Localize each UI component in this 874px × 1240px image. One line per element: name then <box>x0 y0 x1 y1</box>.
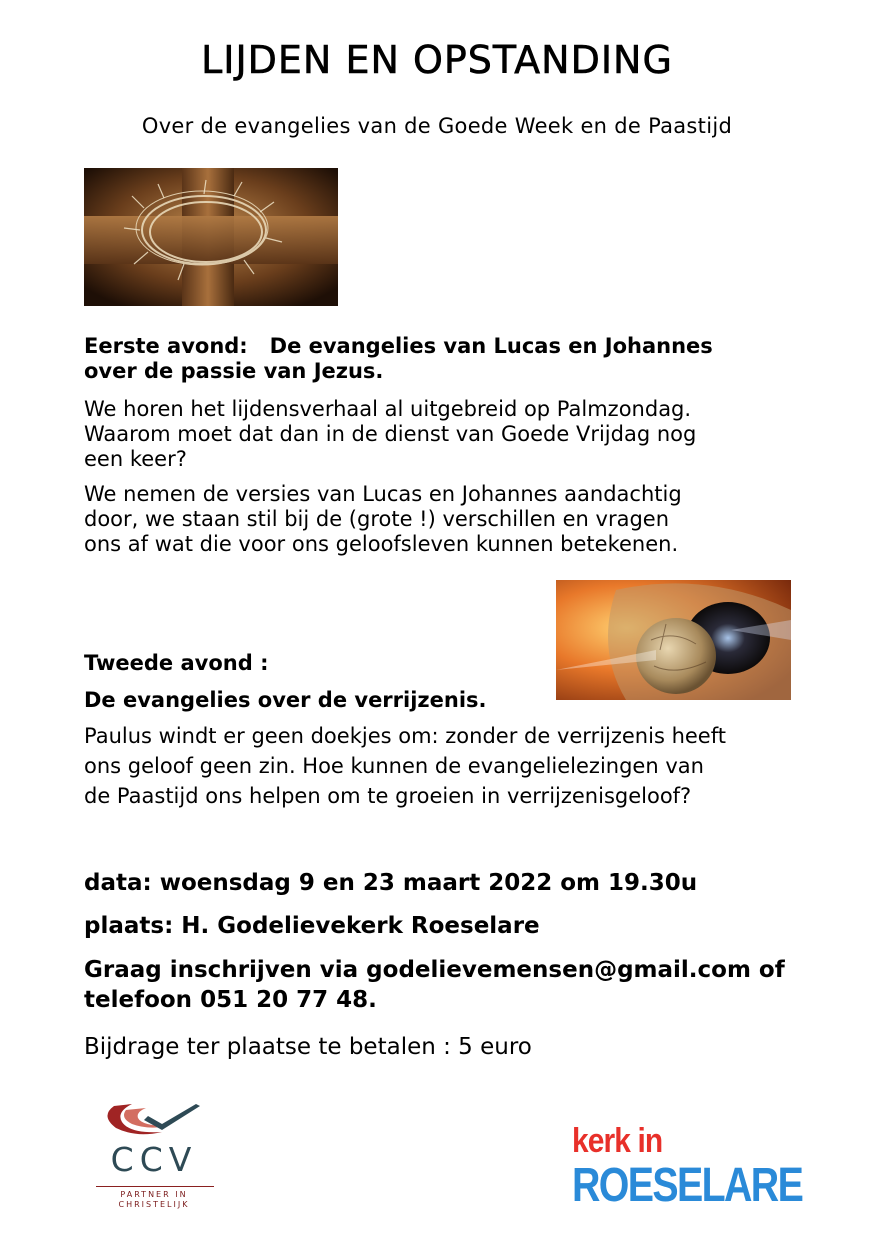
ccv-tagline-line1: PARTNER IN <box>120 1190 188 1199</box>
text-line: We nemen de versies van Lucas en Johannes aandachtig <box>84 482 682 506</box>
text-line: Waarom moet dat dan in de dienst van Goede Vrijdag nog <box>84 422 697 446</box>
cross-crown-of-thorns-image <box>84 168 338 306</box>
ccv-divider <box>96 1186 214 1187</box>
ccv-tagline <box>92 1190 216 1210</box>
text-line: door, we staan stil bij de (grote !) verschillen en vragen <box>84 507 670 531</box>
ccv-swoosh-icon <box>92 1100 216 1142</box>
page-subtitle: Over de evangelies van de Goede Week en de Paastijd <box>141 114 733 138</box>
ccv-name: CCV <box>110 1140 198 1179</box>
text-line: ons af wat die voor ons geloofsleven kunnen betekenen. <box>84 532 679 556</box>
roeselare-text: ROESELARE <box>572 1159 803 1212</box>
text-line: de Paastijd ons helpen om te groeien in verrijzenisgeloof? <box>84 784 692 808</box>
first-evening-paragraph-1 <box>84 397 784 472</box>
contribution-info: Bijdrage ter plaatse te betalen : 5 euro <box>84 1034 532 1060</box>
second-evening-heading: Tweede avond : <box>84 651 269 675</box>
first-evening-paragraph-2 <box>84 482 784 557</box>
registration-line1: Graag inschrijven via godelievemensen@gmail.com of <box>84 957 785 983</box>
text-line: Paulus windt er geen doekjes om: zonder de verrijzenis heeft <box>84 724 726 748</box>
kerk-in-roeselare-logo <box>572 1122 803 1212</box>
first-evening-heading-line2: over de passie van Jezus. <box>84 359 384 383</box>
open-tomb-image <box>556 580 791 700</box>
kerk-in-text: kerk in <box>572 1122 663 1160</box>
second-evening-subheading: De evangelies over de verrijzenis. <box>84 688 487 712</box>
event-dates: data: woensdag 9 en 23 maart 2022 om 19.30u <box>84 870 698 896</box>
registration-line2: telefoon 051 20 77 48. <box>84 987 377 1013</box>
page-title: LIJDEN EN OPSTANDING <box>201 38 673 82</box>
event-location: plaats: H. Godelievekerk Roeselare <box>84 913 540 939</box>
text-line: We horen het lijdensverhaal al uitgebreid op Palmzondag. <box>84 397 692 421</box>
second-evening-paragraph <box>84 721 824 811</box>
text-line: ons geloof geen zin. Hoe kunnen de evangelielezingen van <box>84 754 704 778</box>
text-line: een keer? <box>84 447 187 471</box>
first-evening-heading-line1: Eerste avond: De evangelies van Lucas en Johannes <box>84 334 713 358</box>
registration-info <box>84 955 844 1015</box>
ccv-tagline-line2: CHRISTELIJK <box>118 1200 190 1209</box>
first-evening-heading <box>84 334 784 384</box>
ccv-logo <box>92 1100 222 1215</box>
